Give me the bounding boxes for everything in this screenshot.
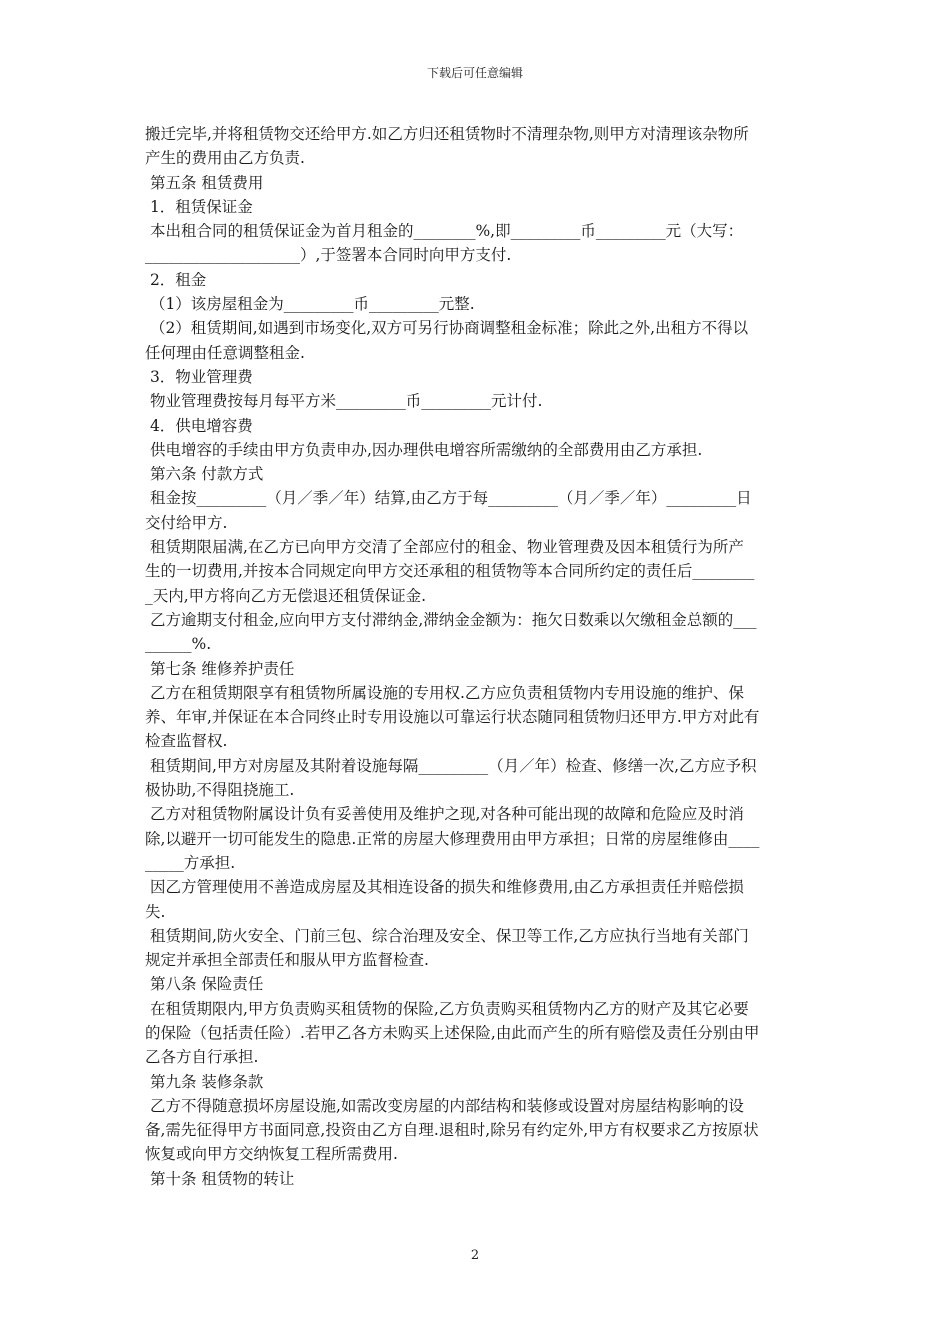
text-line: 在租赁期限内,甲方负责购买租赁物的保险,乙方负责购买租赁物内乙方的财产及其它必要 xyxy=(145,999,749,1018)
text-line: 乙方逾期支付租金,应向甲方支付滞纳金,滞纳金金额为：拖欠日数乘以欠缴租金总额的___ xyxy=(145,610,757,629)
text-line: 租赁期限届满,在乙方已向甲方交清了全部应付的租金、物业管理费及因本租赁行为所产 xyxy=(145,538,744,557)
text-line: 除,以避开一切可能发生的隐患.正常的房屋大修理费用由甲方承担；日常的房屋维修由____ xyxy=(145,829,760,848)
subsection-heading: 2．租金 xyxy=(145,270,207,289)
text-line: 物业管理费按每月每平方米_________币_________元计付. xyxy=(145,392,543,411)
text-line: 乙方在租赁期限享有租赁物所属设施的专用权.乙方应负责租赁物内专用设施的维护、保 xyxy=(145,683,744,702)
text-line: 养、年审,并保证在本合同终止时专用设施以可靠运行状态随同租赁物归还甲方.甲方对此有 xyxy=(145,708,760,727)
text-line: 交付给甲方. xyxy=(145,513,228,532)
text-line: 供电增容的手续由甲方负责申办,因办理供电增容所需缴纳的全部费用由乙方承担. xyxy=(145,440,703,459)
text-line: 生的一切费用,并按本合同规定向甲方交还承租的租赁物等本合同所约定的责任后________ xyxy=(145,562,755,581)
document-body xyxy=(145,122,807,1191)
text-line: ____________________）,于签署本合同时向甲方支付. xyxy=(145,246,512,265)
text-line: 失. xyxy=(145,902,166,921)
text-line: 备,需先征得甲方书面同意,投资由乙方自理.退租时,除另有约定外,甲方有权要求乙方按原状 xyxy=(145,1121,759,1140)
text-line: 产生的费用由乙方负责. xyxy=(145,149,305,168)
text-line: _____方承担. xyxy=(145,853,236,872)
text-line: ______%. xyxy=(145,635,212,654)
text-line: 租金按_________（月／季／年）结算,由乙方于每_________（月／季／年）_________日 xyxy=(145,489,752,508)
text-line: 租赁期间,甲方对房屋及其附着设施每隔_________（月／年）检查、修缮一次,乙方应予积 xyxy=(145,756,757,775)
text-line: （1）该房屋租金为_________币_________元整. xyxy=(145,295,475,314)
text-line: 检查监督权. xyxy=(145,732,228,751)
text-line: _天内,甲方将向乙方无偿退还租赁保证金. xyxy=(145,586,427,605)
text-line: 乙各方自行承担. xyxy=(145,1048,259,1067)
text-line: 极协助,不得阻挠施工. xyxy=(145,781,295,800)
section-heading: 第六条 付款方式 xyxy=(145,465,264,484)
text-line: 恢复或向甲方交纳恢复工程所需费用. xyxy=(145,1145,398,1164)
text-line: （2）租赁期间,如遇到市场变化,双方可另行协商调整租金标准；除此之外,出租方不得以 xyxy=(145,319,749,338)
subsection-heading: 4．供电增容费 xyxy=(145,416,253,435)
text-line: 因乙方管理使用不善造成房屋及其相连设备的损失和维修费用,由乙方承担责任并赔偿损 xyxy=(145,878,744,897)
section-heading: 第五条 租赁费用 xyxy=(145,173,264,192)
text-line: 的保险（包括责任险）.若甲乙各方未购买上述保险,由此而产生的所有赔偿及责任分别由甲 xyxy=(145,1023,760,1042)
subsection-heading: 3．物业管理费 xyxy=(145,367,253,386)
text-line: 乙方不得随意损坏房屋设施,如需改变房屋的内部结构和装修或设置对房屋结构影响的设 xyxy=(145,1096,744,1115)
section-heading: 第八条 保险责任 xyxy=(145,975,264,994)
page-header: 下载后可任意编辑 xyxy=(426,66,523,80)
text-line: 本出租合同的租赁保证金为首月租金的________%,即_________币_________元（大写： xyxy=(145,222,744,241)
text-line: 乙方对租赁物附属设计负有妥善使用及维护之现,对各种可能出现的故障和危险应及时消 xyxy=(145,805,744,824)
text-line: 搬迁完毕,并将租赁物交还给甲方.如乙方归还租赁物时不清理杂物,则甲方对清理该杂物所 xyxy=(145,125,749,143)
subsection-heading: 1．租赁保证金 xyxy=(145,197,253,216)
page-number: 2 xyxy=(470,1248,480,1263)
section-heading: 第九条 装修条款 xyxy=(145,1072,264,1091)
text-line: 任何理由任意调整租金. xyxy=(145,343,305,362)
text-line: 规定并承担全部责任和服从甲方监督检查. xyxy=(145,951,429,970)
section-heading: 第七条 维修养护责任 xyxy=(145,659,295,678)
text-line: 租赁期间,防火安全、门前三包、综合治理及安全、保卫等工作,乙方应执行当地有关部门 xyxy=(145,926,749,945)
section-heading: 第十条 租赁物的转让 xyxy=(145,1169,295,1188)
